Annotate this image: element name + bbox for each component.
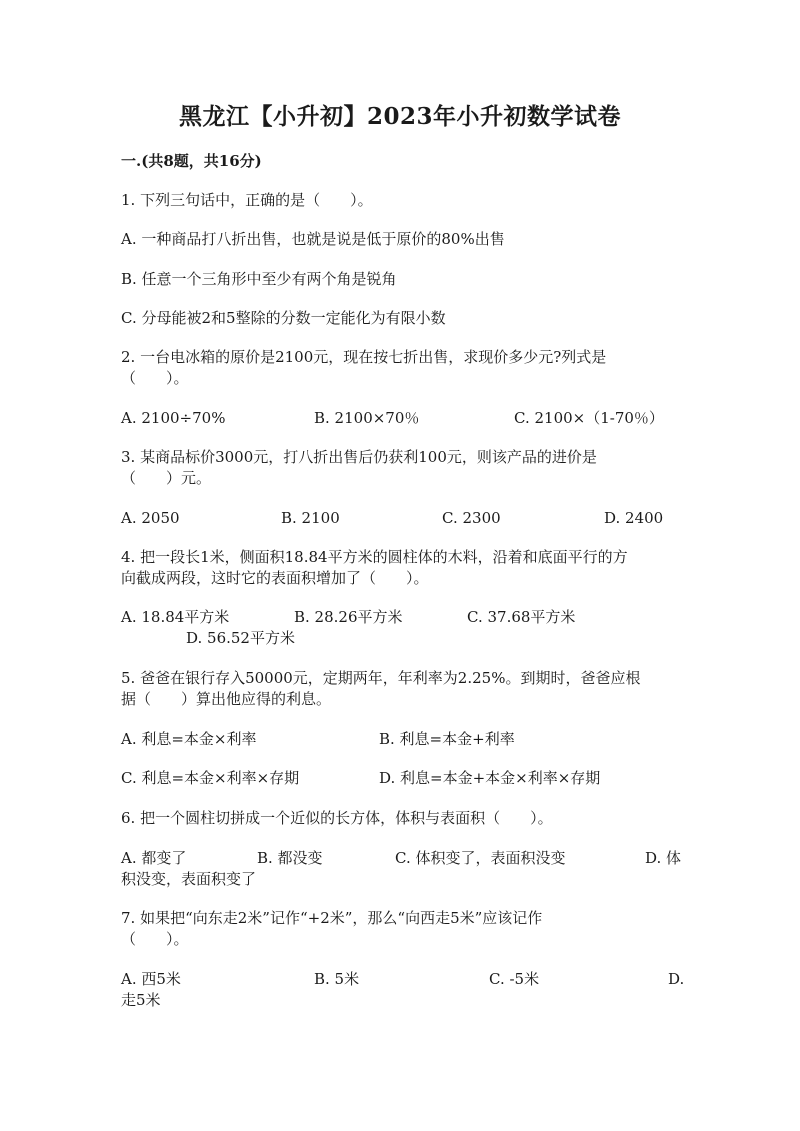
question-5-stem-line2: 据（ ）算出他应得的利息。 [121,690,332,708]
question-4-option-b: B. 28.26平方米 [294,608,403,626]
section-heading: 一.(共8题，共16分) [121,152,262,170]
question-2-option-b: B. 2100×70％ [314,409,420,427]
question-7-option-d-wrap: 走5米 [121,991,161,1009]
page-title: 黑龙江【小升初】2023年小升初数学试卷 [178,103,621,130]
question-2-option-c: C. 2100×（1-70％） [514,409,664,427]
question-4-option-a: A. 18.84平方米 [121,608,230,626]
question-6-stem: 6. 把一个圆柱切拼成一个近似的长方体，体积与表面积（ ）。 [121,809,553,827]
question-5-stem-line1: 5. 爸爸在银行存入50000元，定期两年，年利率为2.25%。到期时，爸爸应根 [121,669,641,687]
question-5-option-d: D. 利息=本金+本金×利率×存期 [379,769,601,787]
question-2-stem-line1: 2. 一台电冰箱的原价是2100元，现在按七折出售，求现价多少元?列式是 [121,348,607,366]
question-1-option-b: B. 任意一个三角形中至少有两个角是锐角 [121,270,397,288]
question-4-option-d: D. 56.52平方米 [186,629,295,647]
question-6-option-c: C. 体积变了，表面积没变 [395,849,566,867]
question-7-option-b: B. 5米 [314,970,360,988]
question-7-stem-line1: 7. 如果把“向东走2米”记作“+2米”，那么“向西走5米”应该记作 [121,909,543,927]
question-4-stem-line1: 4. 把一段长1米，侧面积18.84平方米的圆柱体的木料，沿着和底面平行的方 [121,548,628,566]
question-5-option-b: B. 利息=本金+利率 [379,730,515,748]
question-2-option-a: A. 2100÷70% [121,409,226,427]
question-4-option-c: C. 37.68平方米 [467,608,576,626]
question-7-option-d: D. [668,970,685,988]
question-6-option-b: B. 都没变 [257,849,323,867]
question-3-option-b: B. 2100 [281,509,340,527]
question-4-stem-line2: 向截成两段，这时它的表面积增加了（ ）。 [121,569,429,587]
question-1-option-a: A. 一种商品打八折出售，也就是说是低于原价的80%出售 [121,230,505,248]
question-3-option-a: A. 2050 [121,509,180,527]
question-7-option-c: C. -5米 [489,970,540,988]
question-6-option-d: D. 体 [645,849,682,867]
question-7-stem-line2: （ ）。 [121,930,189,948]
question-6-option-a: A. 都变了 [121,849,187,867]
question-3-option-c: C. 2300 [442,509,501,527]
question-1-option-c: C. 分母能被2和5整除的分数一定能化为有限小数 [121,309,446,327]
question-3-option-d: D. 2400 [604,509,664,527]
question-5-option-c: C. 利息=本金×利率×存期 [121,769,300,787]
question-7-option-a: A. 西5米 [121,970,181,988]
question-6-option-d-wrap: 积没变，表面积变了 [121,870,257,888]
question-1-stem: 1. 下列三句话中，正确的是（ ）。 [121,191,373,209]
question-2-stem-line2: （ ）。 [121,369,189,387]
question-3-stem-line2: （ ）元。 [121,469,212,487]
question-5-option-a: A. 利息=本金×利率 [121,730,257,748]
question-3-stem-line1: 3. 某商品标价3000元，打八折出售后仍获利100元，则该产品的进价是 [121,448,597,466]
